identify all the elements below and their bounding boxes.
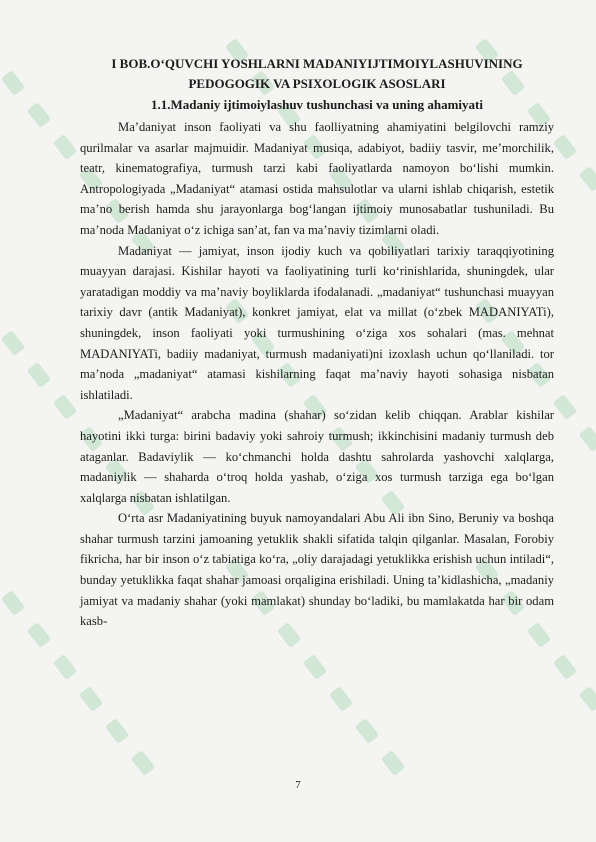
page-number: 7 (295, 779, 301, 791)
watermark-mark (579, 686, 596, 712)
watermark-mark (27, 102, 52, 128)
watermark-mark (579, 426, 596, 452)
watermark-mark (105, 718, 130, 744)
watermark-mark (1, 590, 26, 616)
paragraph-3: „Madaniyat“ arabcha madina (shahar) so‘zidan kelib chiqqan. Arablar kishilar hayotini ikki turga: birini badaviy yoki sahroiy turmush; ikkinchisini madaniy turmush deb ataganlar. Badaviylik — ko‘chmanchi holda dashtu sahrolarda yashovchi xalqlarga, madaniylik — shaharda o‘troq holda yashab, o‘ziga xos turmush tarziga ega bo‘lgan xalqlarga nisbatan ishlatilgan. (80, 408, 554, 505)
paragraph-1: Ma’daniyat inson faoliyati va shu faolliyatning ahamiyatini belgilovchi ramziy qurilmalar va asarlar majmuidir. Madaniyat musiqa, adabiyot, badiiy tasvir, me’morchilik, teatr, kinematografiya, turmush tarzi kabi faoliyatlarda namoyon bo‘lishi mumkin. Antropologiyada „Madaniyat“ atamasi ostida mahsulotlar va ularni ishlab chiqarish, estetik ma’no berish hamda shu jarayonlarga bog‘langan ijtimoiy munosabatlar tushuniladi. Bu ma’noda Madaniyat o‘z ichiga san’at, fan va ma’naviy tizimlarni oladi. (80, 120, 554, 237)
watermark-mark (303, 654, 328, 680)
watermark-mark (1, 70, 26, 96)
watermark-mark (355, 718, 380, 744)
watermark-mark (381, 750, 406, 776)
watermark-mark (579, 166, 596, 192)
watermark-mark (79, 686, 104, 712)
paragraph-2: Madaniyat — jamiyat, inson ijodiy kuch va qobiliyatlari tarixiy taraqqiyotining muayyan darajasi. Kishilar hayoti va faoliyatining turli ko‘rinishlarida, shuningdek, ular yaratadigan moddiy va ma’naviy boyliklarda ifodalanadi. „madaniyat“ tushunchasi muayyan tarixiy davr (antik Madaniyat), konkret jamiyat, elat va millat (o‘zbek MADANIYATi), shuningdek, inson faoliyati yoki turmushining o‘ziga xos sohalari (mas. mehnat MADANIYATi, badiiy madaniyat, turmush madaniyati)ni izoxlash uchun qo‘llaniladi. tor ma’noda „madaniyat“ atamasi kishilarning faqat ma’naviy hayoti sohasiga nisbatan ishlatiladi. (80, 243, 554, 402)
watermark-mark (329, 686, 354, 712)
watermark-mark (53, 654, 78, 680)
paragraph-4: O‘rta asr Madaniyatining buyuk namoyandalari Abu Ali ibn Sino, Beruniy va boshqa shahar turmush tarzini jamoaning yetuklik shakli sifatida talqin qilganlar. Masalan, Forobiy fikricha, har bir inson o‘z tabiatiga ko‘ra, „oliy darajadagi yetuklikka erishish uchun intiladi“, bunday yetuklikka faqat shahar jamoasi orqaligina erishiladi. Uning ta’kidlashicha, „madaniy jamiyat va madaniy shahar (yoki mamlakat) shunday bo‘ladiki, bu mamlakatda har bir odam kasb- (80, 511, 554, 629)
watermark-mark (53, 134, 78, 160)
watermark-mark (131, 750, 156, 776)
section-title: 1.1.Madaniy ijtimoiylashuv tushunchasi va uning ahamiyati (151, 97, 483, 112)
watermark-mark (27, 362, 52, 388)
watermark-mark (1, 330, 26, 356)
watermark-mark (53, 394, 78, 420)
chapter-title: I BOB.O‘QUVCHI YOSHLARNI MADANIYIJTIMOIYLASHUVINING PEDOGOGIK VA PSIXOLOGIK ASOSLARI (111, 56, 523, 91)
page-content (80, 54, 554, 632)
watermark-mark (27, 622, 52, 648)
watermark-mark (553, 394, 578, 420)
watermark-mark (553, 134, 578, 160)
watermark-mark (553, 654, 578, 680)
